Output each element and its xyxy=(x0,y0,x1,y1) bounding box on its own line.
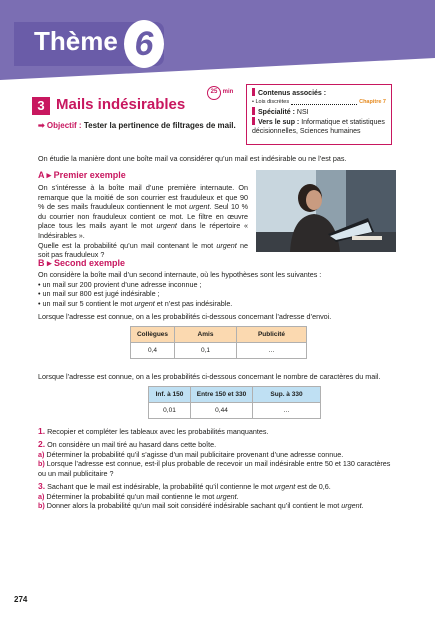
question-1 xyxy=(38,427,398,437)
bullet-item xyxy=(38,299,398,309)
table-header: Sup. à 330 xyxy=(253,387,321,403)
subquestion-text: Déterminer la probabilité qu’il s’agisse d’un mail publicitaire provenant d’une adresse connue. xyxy=(46,449,344,459)
subquestion-label: a) xyxy=(38,491,45,501)
part-a-text2: . Seul 10 % du courrier non frauduleux contient ce mot. Le filtre en œuvre place tous les mails ayant le mot xyxy=(38,202,249,231)
question-number: 1. xyxy=(38,426,46,436)
subquestion-text: Donner alors la probabilité qu’un mail soit considéré indésirable sachant qu’il contient le mot xyxy=(46,501,342,511)
table-header: Amis xyxy=(175,327,237,343)
sidebox-bar xyxy=(252,107,255,115)
subquestion-text: Lorsque l’adresse est connue, est-il plus probable de recevoir un mail indésirable entre 50 et 130 caractères ou un mail publicitaire ? xyxy=(38,459,391,478)
specialite-value: NSI xyxy=(296,108,309,116)
question-number: 3. xyxy=(38,481,46,491)
part-a-question1: Quelle est la probabilité qu’un mail contenant le mot xyxy=(38,240,217,250)
bullet3-end: et n’est pas indésirable. xyxy=(154,298,233,308)
table-header: Entre 150 et 330 xyxy=(191,387,253,403)
part-a-text3: dans le répertoire « Indésirables ». xyxy=(38,221,248,240)
sidebox-bar xyxy=(252,88,255,96)
known-address-text-1: Lorsque l’adresse est connue, on a les probabilités ci-dessous concernant l’adresse d’envoi. xyxy=(38,312,332,321)
timer-badge xyxy=(207,86,233,100)
part-b-hypotheses xyxy=(38,270,398,308)
objectif-line xyxy=(38,121,236,130)
timer-unit: min xyxy=(222,89,234,95)
chapter-link[interactable]: Chapitre 7 xyxy=(359,99,386,106)
table-cell: … xyxy=(237,343,307,359)
objectif-text: Tester la pertinence de filtrages de mail. xyxy=(83,121,236,130)
theme-number: 6 xyxy=(124,20,164,68)
section-number: 3 xyxy=(32,97,50,115)
bullet3-start: • un mail sur 5 contient le mot xyxy=(38,298,135,308)
table-cell: … xyxy=(253,403,321,419)
word-urgent: urgent xyxy=(134,298,155,308)
address-probability-table xyxy=(130,326,307,359)
question-3: 3. Sachant que le mail est indésirable, la probabilité qu’il contienne le mot urgent est de 0,6. a) Déterminer la probabilité qu’un mail contienne le mot urgent. b) Donner alors la probabilité qu’un mail soit considéré indésirable sachant qu’il contient le mot urgent. xyxy=(38,481,364,511)
word-urgent: urgent xyxy=(341,501,362,511)
objectif-label: ➡ Objectif : xyxy=(38,121,82,130)
page-number: 274 xyxy=(14,595,28,604)
question-2 xyxy=(38,440,398,478)
associated-content-box xyxy=(246,84,392,145)
table-header: Collègues xyxy=(131,327,175,343)
subquestion-text: Déterminer la probabilité qu’un mail contienne le mot xyxy=(46,491,217,501)
specialite-label: Spécialité : xyxy=(258,108,295,116)
table-header: Inf. à 150 xyxy=(149,387,191,403)
word-urgent: urgent xyxy=(216,240,237,250)
contenus-label: Contenus associés : xyxy=(258,90,327,97)
word-urgent: urgent xyxy=(189,202,210,212)
timer-value: 25 xyxy=(207,86,221,100)
known-address-text-2: Lorsque l’adresse est connue, on a les probabilités ci-dessous concernant le nombre de caractères du mail. xyxy=(38,372,381,381)
part-b-title: B ▸ Second exemple xyxy=(38,258,126,268)
dot-leader xyxy=(291,98,357,104)
table-cell: 0,4 xyxy=(131,343,175,359)
intro-text: On étudie la manière dont une boîte mail va considérer qu’un mail est indésirable ou ne l’est pas. xyxy=(38,154,347,163)
subquestion-label: a) xyxy=(38,449,45,459)
subquestion-label: b) xyxy=(38,459,45,469)
question-text: Recopier et compléter les tableaux avec les probabilités manquantes. xyxy=(47,427,269,436)
bullet-item: • un mail sur 800 est jugé indésirable ; xyxy=(38,289,160,299)
part-b-intro: On considère la boîte mail d’un second internaute, où les hypothèses sont les suivantes : xyxy=(38,270,322,279)
word-urgent: urgent xyxy=(216,491,237,501)
question-text: Sachant que le mail est indésirable, la probabilité qu’il contienne le mot xyxy=(47,482,275,491)
bullet-item: • un mail sur 200 provient d’une adresse inconnue ; xyxy=(38,279,202,289)
vers-label: Vers le sup : xyxy=(258,119,300,127)
part-a-text xyxy=(38,183,248,260)
question-text-end: est de 0,6. xyxy=(295,482,331,491)
table-cell: 0,44 xyxy=(191,403,253,419)
question-number: 2. xyxy=(38,439,46,449)
vers-value: Informatique et statistiques décisionnelles, Sciences humaines xyxy=(252,119,385,135)
length-probability-table xyxy=(148,386,321,419)
table-header: Publicité xyxy=(237,327,307,343)
part-a-title: A ▸ Premier exemple xyxy=(38,170,126,180)
woman-laptop-photo xyxy=(256,170,396,252)
subquestion-label: b) xyxy=(38,501,45,511)
part-a-text1: On s’intéresse à la boîte mail d’une première internaute. On remarque que la moitié de son courrier est frauduleux et que 90 % de ses mails frauduleux contiennent le mot xyxy=(38,183,248,212)
contenus-item: • Lois discrètes xyxy=(252,99,290,106)
sidebox-bar xyxy=(252,117,255,125)
table-cell: 0,1 xyxy=(175,343,237,359)
table-cell: 0,01 xyxy=(149,403,191,419)
section-title: Mails indésirables xyxy=(56,96,186,113)
part-a-question2: ne soit pas frauduleux ? xyxy=(38,240,248,260)
question-text: On considère un mail tiré au hasard dans cette boîte. xyxy=(47,440,217,449)
word-urgent: urgent xyxy=(156,221,177,231)
word-urgent: urgent xyxy=(274,482,296,491)
contenus-ref-line xyxy=(252,98,386,106)
theme-word: Thème xyxy=(34,26,118,56)
